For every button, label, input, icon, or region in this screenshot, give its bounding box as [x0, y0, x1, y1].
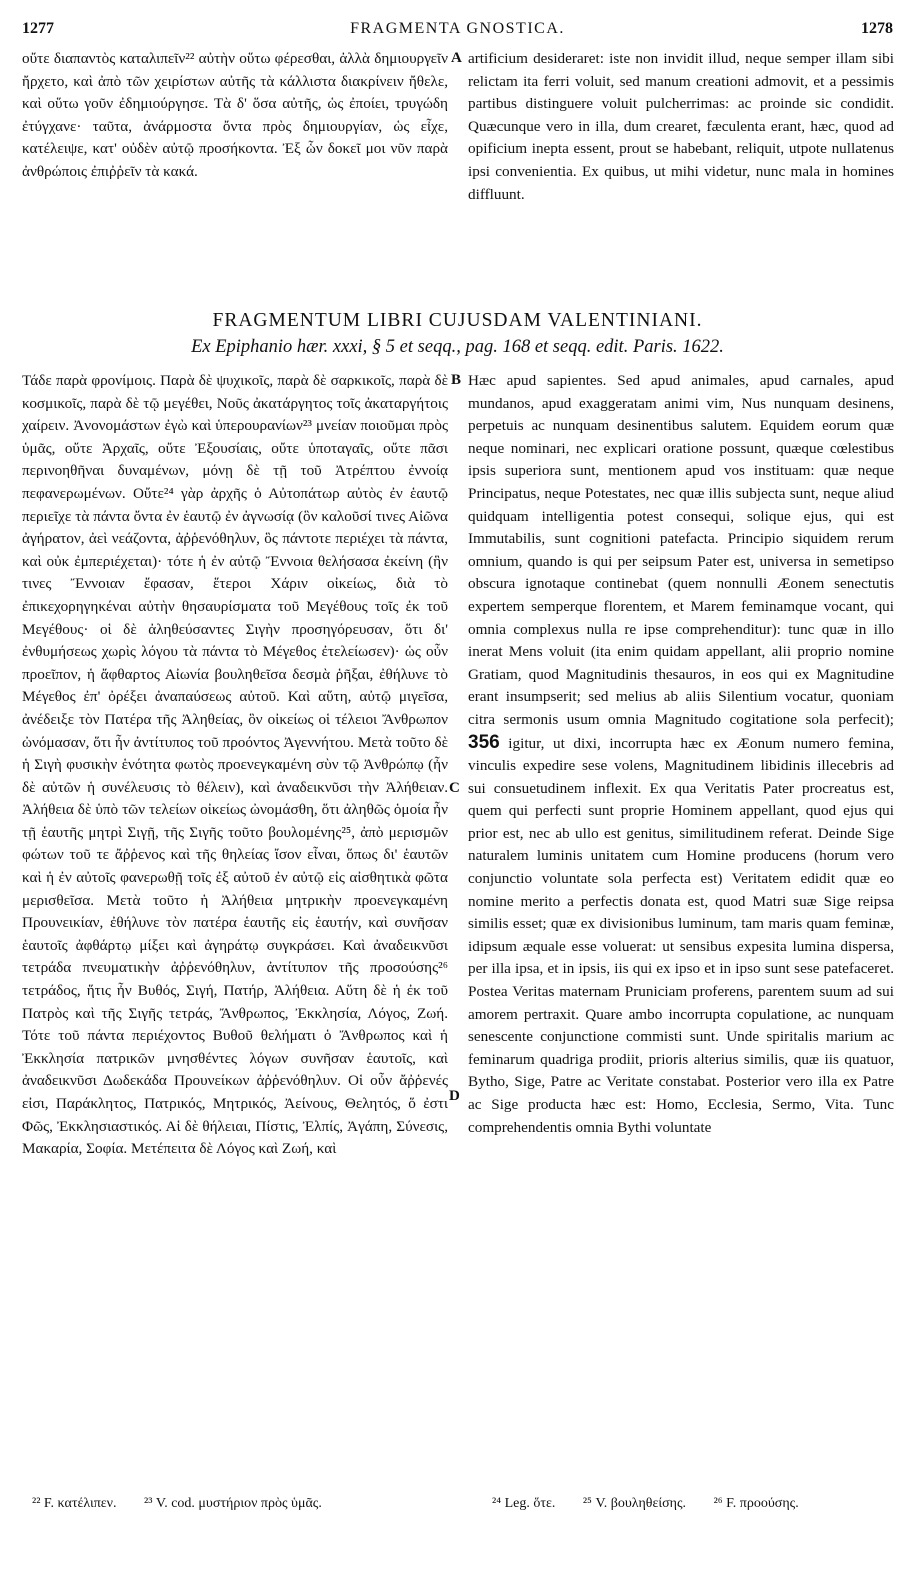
latin-text-after-folio: igitur, ut dixi, incorrupta hæc ex Æonum numero femina, vinculis expedire sese volens, Magnitudinem libidinis illecebris ad sui consuetudinem inflexit. Ex qua Veritatis Pater procreatus est, quem qui perfecti sunt proprie Hominem appellant, quod ejus qui prior est, nec ab ullo est genitus, similitudinem referat. Deinde Sige naturalem luminis unitatem cum Homine producens (horum vero conjunctio voluntate sola perfecta est) Veritatem edidit quæ eo nomine merito a perfectis donata est, quod Matri suæ Sige reipsa similis esset; quæ ex divisionibus luminum, tam maris quam feminæ, idipsum æquale esse voluerat: ut sensibus expesita lumina dispersa, per illa ipsa, et in ipsis, iis qui ex ipso et in ipso sunt sese patefaceret. Postea Veritas maternam Pruniciam proferens, parentem suum ad sui amorem pertraxit. Quare ambo incorrupta copulatione, ac nunquam senescente conjunctione commisti sunt. Unde spiritalis marium ac feminarum quadriga prodiit, prioris alterius similis, quæ iis quatuor, Bytho, Sige, Patre ac Veritate constabat. Posterior vero illa ex Patre ac Sige producta hæc est: Homo, Ecclesia, Sermo, Vita. Tunc comprehendentis omnia Bythi voluntate	[468, 734, 894, 1136]
footnote: ²² F. κατέλιπεν.	[32, 1496, 117, 1511]
latin-text: artificium desideraret: iste non invidit illud, neque semper illam sibi relictam ita ferri voluit, sed manum creationi admovit, et a pessimis partibus distinguere voluit pulcherrimas: ac proinde sic condidit. Quæcunque vero in illa, dum crearet, fæculenta erant, hæc, quod ad opificium inepta essent, prout se habebant, reliquit, utpote nullatenus ipsi convenientia. Ex quibus, ut mihi videtur, nunc mala in homines diffluunt.	[468, 50, 894, 203]
latin-column-section2	[468, 370, 894, 1139]
margin-letter-c: C	[449, 780, 460, 796]
latin-column-section1	[468, 48, 894, 206]
footnote: ²⁶ F. προούσης.	[713, 1496, 799, 1511]
footnotes	[22, 1496, 893, 1522]
greek-text: οὔτε διαπαντὸς καταλιπεῖν²² αὐτὴν οὕτω φέρεσθαι, ἀλλὰ δημιουργεῖν ἤρχετο, καὶ ἀπὸ τῶν χειρίστων αὐτῆς τὰ κάλλιστα διακρίνειν ἤθελε, καὶ οὕτω γοῦν ἐδημιούργησε. Τὰ δ' ὅσα αὐτῆς, ὡς ἐποίει, τρυγώδη ἐτύγχανε· ταῦτα, ἀνάρμοστα ὄντα πρὸς δημιουργίαν, ὡς εἶχε, κατέλειψε, κατ' οὐδὲν αὐτῷ προσήκοντα. Ἐξ ὧν δοκεῖ μοι νῦν παρὰ ἀνθρώποις ἐπιῤῥεῖν τὰ κακά.	[22, 50, 448, 180]
greek-column-section1	[22, 48, 448, 184]
latin-text	[468, 370, 894, 1139]
page-number-right: 1278	[861, 20, 893, 37]
margin-letter-a: A	[451, 50, 462, 66]
footnote: ²⁵ V. βουληθείσης.	[582, 1496, 687, 1511]
page-number-left: 1277	[22, 20, 54, 37]
section-title-source: Ex Epiphanio hær. xxxi, § 5 et seqq., pag. 168 et seqq. edit. Paris. 1622.	[191, 337, 724, 357]
footnote: ²⁴ Leg. ὅτε.	[492, 1496, 556, 1511]
greek-column-section2	[22, 370, 448, 1161]
folio-number: 356	[468, 731, 500, 753]
greek-footnotes	[32, 1496, 452, 1512]
margin-letter-d: D	[449, 1088, 460, 1104]
greek-text: Τάδε παρὰ φρονίμοις. Παρὰ δὲ ψυχικοῖς, παρὰ δὲ σαρκικοῖς, παρὰ δὲ κοσμικοῖς, παρὰ δὲ τῷ μεγέθει, Νοῦς ἀκατάργητος τοῖς ἀκαταργήτοις χαίρειν. Ἀνονομάστων ἐγὼ καὶ ὑπερουρανίων²³ μνείαν ποιοῦμαι πρὸς ὑμᾶς, οὔτε Ἀρχαῖς, οὔτε Ἐξουσίαις, οὔτε ὑποταγαῖς, οὔτε πᾶσι περινοηθῆναι δυναμένων, μόνῃ δὲ τῇ τοῦ Ἀτρέπτου ἐννοίᾳ πεφανερωμένων. Οὔτε²⁴ γὰρ ἀρχῆς ὁ Αὐτοπάτωρ αὐτὸς ἐν ἑαυτῷ περιεῖχε τὰ πάντα ὄντα ἐν ἑαυτῷ ἐν ἀγνωσίᾳ (ὃν καλοῦσί τινες Αἰῶνα ἀγήρατον, ἀεὶ νεάζοντα, ἀῤῥενόθηλυν, ὃς πάντοτε περιέχει τὰ πάντα, καὶ οὐκ ἐμπεριέχεται)· τότε ἡ ἐν αὐτῷ Ἔννοια θελήσασα ἐκείνη (ἣν τινες Ἔννοιαν ἔφασαν, ἕτεροι Χάριν οἰκείως, διὰ τὸ ἐπικεχορηγηκέναι αὐτὴν θησαυρίσματα τοῦ Μεγέθους τοῖς ἐκ τοῦ Μεγέθους· οἱ δὲ ἀληθεύσαντες Σιγὴν προσηγόρευσαν, ὅτι δι' ἐνθυμήσεως χωρὶς λόγου τὰ πάντα τὸ Μέγεθος ἐτελείωσεν)· ὡς οὖν προεῖπον, ἡ ἄφθαρτος Αἰωνία βουληθεῖσα δεσμὰ ῥῆξαι, ἐθήλυνε τὸ Μέγεθος ἐπ' ὀρέξει ἀναπαύσεως αὐτοῦ. Καὶ αὕτη, αὐτῷ μιγεῖσα, ἀνέδειξε τὸν Πατέρα τῆς Ἀληθείας, ὃν οἰκείως οἱ τέλειοι Ἄνθρωπον ὠνόμασαν, ὅτι ἦν ἀντίτυπος τοῦ προόντος Ἀγεννήτου. Μετὰ τοῦτο δὲ ἡ Σιγὴ φυσικὴν ἑνότητα φωτὸς προενεγκαμένη σὺν τῷ Ἀνθρώπῳ (ἦν δὲ αὐτῶν ἡ συνέλευσις τὸ θέλειν), καὶ ἀναδεικνῦσι τὴν Ἀλήθειαν. Ἀλήθεια δὲ ὑπὸ τῶν τελείων οἰκείως ὠνομάσθη, ὅτι ἀληθῶς ὁμοία ἦν τῇ ἑαυτῆς μητρὶ Σιγῇ, τῆς Σιγῆς τοῦτο βουλομένης²⁵, ἀπὸ μερισμῶν φώτων τοῦ τε ἄῤῥενος καὶ τῆς θηλείας ἴσον εἶναι, ὅπως δι' ἑαυτῶν καὶ ἡ ἐν αὐτοῖς φανερωθῇ τοῖς ἐξ αὐτοῦ ἐν αὐτῷ εἰς αἰσθητικὰ φῶτα μερισθεῖσα. Μετὰ τοῦτο ἡ Ἀλήθεια μητρικὴν προενεγκαμένη Προυνεικίαν, ἐθήλυνε τὸν πατέρα ἑαυτῆς εἰς ἑαυτήν, καὶ συνῆσαν ἑαυτοῖς ἀφθάρτῳ μίξει καὶ ἀγηράτῳ συγκράσει. Καὶ ἀναδεικνῦσι τετράδα πνευματικὴν ἀῤῥενόθηλυν, ἀντίτυπον τῆς προσούσης²⁶ τετράδος, ἥτις ἦν Βυθός, Σιγή, Πατήρ, Ἀλήθεια. Αὕτη δὲ ἡ ἐκ τοῦ Πατρὸς καὶ τῆς Σιγῆς τετράς, Ἄνθρωπος, Ἐκκλησία, Λόγος, Ζωή. Τότε τοῦ πάντα περιέχοντος Βυθοῦ θελήματι ὁ Ἄνθρωπος καὶ ἡ Ἐκκλησία πατρικῶν μνησθέντες λόγων συνῆσαν ἑαυτοῖς, καὶ ἀναδεικνῦσι Δωδεκάδα Προυνείκων ἀῤῥενόθηλυν. Οἱ οὖν ἄῤῥενές εἰσι, Παράκλητος, Πατρικός, Μητρικός, Ἀείνους, Θελητός, ὅ ἐστι Φῶς, Ἐκκλησιαστικός. Αἱ δὲ θήλειαι, Πίστις, Ἐλπίς, Ἀγάπη, Σύνεσις, Μακαρία, Σοφία. Μετέπειτα δὲ Λόγος καὶ Ζωή, καὶ	[22, 372, 448, 1158]
latin-text-before-folio: Hæc apud sapientes. Sed apud animales, apud carnales, apud mundanos, apud exaggeratam animi vim, Nus nunquam desinens, perpetuis ac nunquam desinentibus salutem. Equidem eorum quæ neque nominari, nec explicari oratione possunt, quæque cœlestibus ipsis superiora sunt, mentionem apud vos instituam: quæ neque Principatus, neque Potestates, nec quæ illis subjecta sunt, neque aliud quidquam intelligentia potest consequi, solique ejus, qui est Immutabilis, sunt cognitioni patefacta. Principio siquidem rerum omnium, quando is qui per seipsum Pater est, universa in semetipso obscura ignotaque continebat (quem nonnulli Æonem senectutis expertem semperque florentem, et Marem feminamque vocant, qui omnia complexus nulla re ipse comprehenditur): tunc quæ in illo inerat Mens voluit (ita enim quidam appellant, alii proprio nomine Gratiam, quod Magnitudinis thesauros, in eos qui ex Magnitudine erant insumpserit; sed melius ab aliis Silentium vocatur, quoniam citra sermonis usum omnia Magnitudo cogitatione sola perfecit);	[468, 372, 894, 728]
footnote: ²³ V. cod. μυστήριον πρὸς ὑμᾶς.	[144, 1496, 322, 1511]
section-title	[22, 308, 893, 360]
running-title: FRAGMENTA GNOSTICA.	[350, 20, 565, 37]
running-header	[22, 20, 893, 44]
section-title-main: FRAGMENTUM LIBRI CUJUSDAM VALENTINIANI.	[212, 310, 703, 331]
margin-letter-b: B	[451, 372, 462, 388]
latin-footnotes	[492, 1496, 912, 1512]
